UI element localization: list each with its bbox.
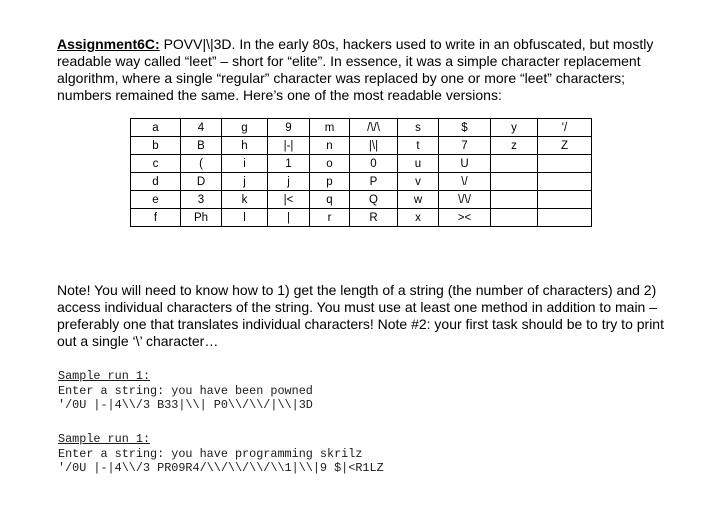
table-cell: Ph — [181, 209, 222, 227]
sample-run-label: Sample run 1: — [58, 432, 151, 446]
table-cell: 9 — [268, 119, 310, 137]
table-cell: >< — [439, 209, 491, 227]
table-cell: x — [398, 209, 439, 227]
table-cell: $ — [439, 119, 491, 137]
table-cell: B — [181, 137, 222, 155]
assignment-title: Assignment6C: — [57, 36, 160, 52]
table-cell: l — [222, 209, 268, 227]
table-cell: 0 — [350, 155, 398, 173]
table-cell: Q — [350, 191, 398, 209]
sample-run-prompt: Enter a string: you have been powned — [58, 383, 313, 398]
table-cell: |< — [268, 191, 310, 209]
table-row — [131, 173, 592, 191]
table-cell: U — [439, 155, 491, 173]
table-cell: | — [268, 209, 310, 227]
sample-run-2 — [58, 432, 384, 476]
table-cell: 1 — [268, 155, 310, 173]
sample-run-1 — [58, 369, 313, 413]
table-cell: e — [131, 191, 181, 209]
table-cell: s — [398, 119, 439, 137]
intro-paragraph — [57, 36, 679, 104]
table-cell: '/ — [538, 119, 592, 137]
sample-run-prompt: Enter a string: you have programming skrilz — [58, 446, 363, 461]
table-cell: 3 — [181, 191, 222, 209]
leet-table — [130, 118, 592, 227]
table-cell — [538, 191, 592, 209]
table-cell: h — [222, 137, 268, 155]
table-cell — [491, 191, 538, 209]
table-cell: w — [398, 191, 439, 209]
table-cell: z — [491, 137, 538, 155]
intro-text: POVV|\|3D. In the early 80s, hackers used to write in an obfuscated, but mostly readable way called “leet” – short for “elite”. In essence, it was a simple character replacement algorithm, where a single “regular” character was replaced by one or more “leet” characters; numbers remained the same. Here’s one of the most readable versions: — [57, 36, 654, 103]
table-cell: r — [310, 209, 350, 227]
table-cell: Z — [538, 137, 592, 155]
table-cell: y — [491, 119, 538, 137]
table-row — [131, 137, 592, 155]
table-cell: 7 — [439, 137, 491, 155]
table-cell: 4 — [181, 119, 222, 137]
table-cell: g — [222, 119, 268, 137]
table-cell — [538, 173, 592, 191]
table-cell — [538, 209, 592, 227]
table-cell: |-| — [268, 137, 310, 155]
table-cell: R — [350, 209, 398, 227]
table-cell: u — [398, 155, 439, 173]
table-cell: v — [398, 173, 439, 191]
table-cell: j — [222, 173, 268, 191]
table-row — [131, 119, 592, 137]
table-cell: i — [222, 155, 268, 173]
table-cell: j — [268, 173, 310, 191]
table-cell: q — [310, 191, 350, 209]
table-cell: o — [310, 155, 350, 173]
table-cell: t — [398, 137, 439, 155]
table-cell: ( — [181, 155, 222, 173]
table-cell: P — [350, 173, 398, 191]
table-cell: m — [310, 119, 350, 137]
table-cell — [538, 155, 592, 173]
table-cell: d — [131, 173, 181, 191]
note-paragraph: Note! You will need to know how to 1) get the length of a string (the number of characters) and 2) access individual characters of the string. You must use at least one method in addition to main – preferably one that translates individual characters! Note #2: your first task should be to try to print out a single ‘\’ character… — [57, 282, 664, 349]
table-cell: \/\/ — [439, 191, 491, 209]
table-cell: a — [131, 119, 181, 137]
table-cell: \/ — [439, 173, 491, 191]
sample-run-label: Sample run 1: — [58, 369, 151, 383]
sample-run-output: '/0U |-|4\\/3 B33|\\| P0\\/\\/|\\|3D — [58, 398, 313, 412]
table-cell: b — [131, 137, 181, 155]
table-cell — [491, 155, 538, 173]
table-cell: /\/\ — [350, 119, 398, 137]
table-row — [131, 155, 592, 173]
table-cell: p — [310, 173, 350, 191]
table-cell: f — [131, 209, 181, 227]
table-cell: |\| — [350, 137, 398, 155]
table-cell: n — [310, 137, 350, 155]
table-cell: k — [222, 191, 268, 209]
sample-run-output: '/0U |-|4\\/3 PR09R4/\\/\\/\\/\\1|\\|9 $|<R1LZ — [58, 461, 384, 475]
table-cell — [491, 173, 538, 191]
table-row — [131, 209, 592, 227]
table-cell — [491, 209, 538, 227]
table-row — [131, 191, 592, 209]
table-cell: D — [181, 173, 222, 191]
table-cell: c — [131, 155, 181, 173]
